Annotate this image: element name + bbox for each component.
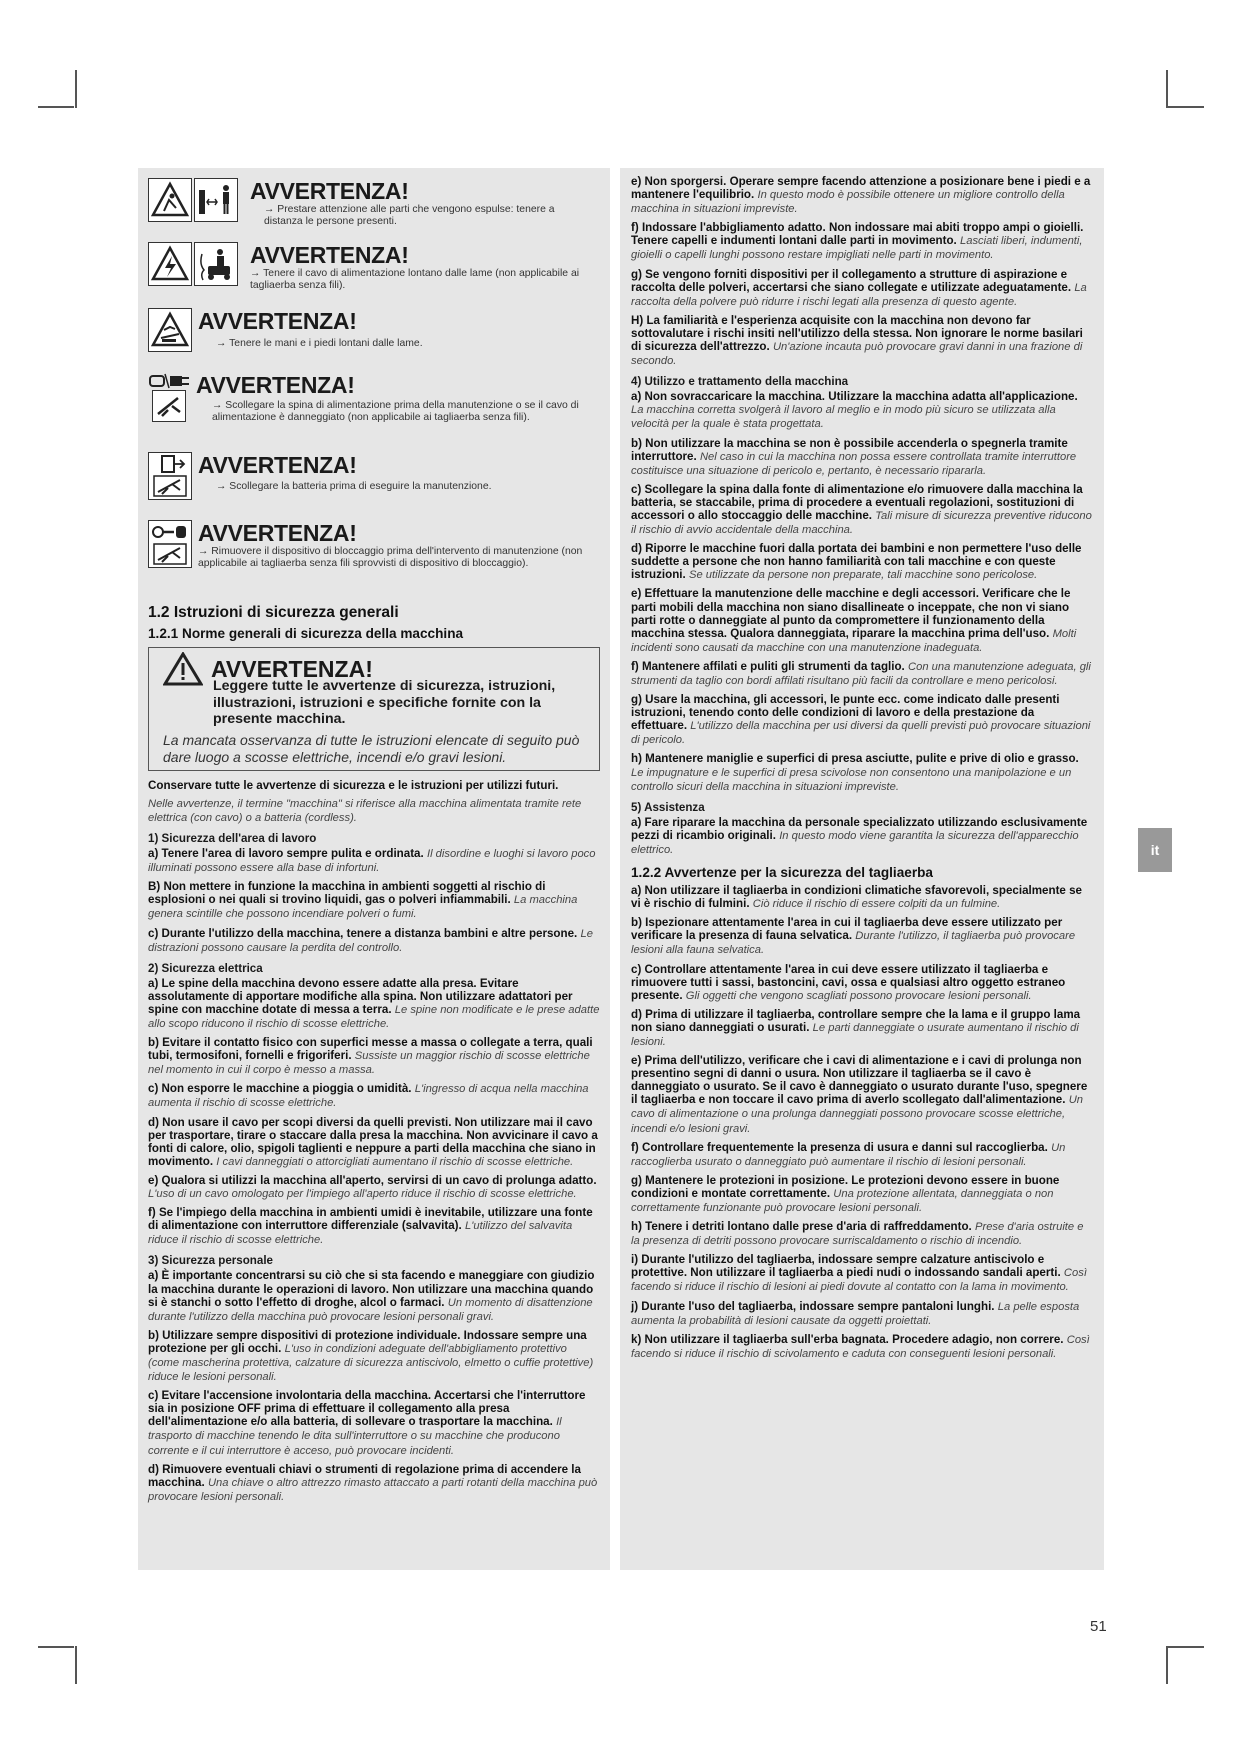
instruction-explanation: Un raccoglierba usurato o danneggiato può aumentare il rischio di lesioni personali.	[631, 1141, 1066, 1168]
instruction-bold: j) Durante l'uso del tagliaerba, indossare sempre pantaloni lunghi.	[631, 1299, 995, 1313]
instruction-bold: d) Riporre le macchine fuori dalla portata dei bambini e non permettere l'uso delle suddette a persone che non hanno familiarità con tali macchine e con queste istruzioni.	[631, 542, 1082, 582]
warning-text: → Scollegare la batteria prima di eseguire la manutenzione.	[216, 481, 492, 492]
crop-mark	[75, 70, 77, 108]
left-text-flow	[148, 779, 600, 1504]
instruction-explanation: Prese d'aria ostruite e la presenza di detriti possono provocare surriscaldamento o rischio di incendio.	[631, 1221, 1084, 1248]
instruction-explanation: In questo modo viene garantita la sicurezza dell'apparecchio elettrico.	[631, 829, 1079, 856]
cable-away-from-blades-icon	[194, 242, 238, 286]
warning-title: AVVERTENZA!	[198, 520, 357, 546]
instruction-paragraph	[631, 268, 1093, 309]
right-text-flow	[631, 175, 1093, 1361]
instruction-bold: a) Tenere l'area di lavoro sempre pulita e ordinata.	[148, 847, 424, 861]
instruction-explanation: Tali misure di sicurezza preventive riducono il rischio di avvio accidentale della macchina.	[631, 509, 1092, 537]
left-column	[138, 168, 610, 1570]
instruction-paragraph	[631, 884, 1093, 911]
instruction-paragraph	[631, 660, 1093, 688]
instruction-explanation: Lasciati liberi, indumenti, gioielli o capelli lunghi possono restare impigliati nelle parti in movimento.	[631, 235, 1083, 262]
instruction-paragraph	[631, 587, 1093, 654]
instruction-explanation: Nelle avvertenze, il termine "macchina" si riferisce alla macchina alimentata tramite rete elettrica (con cavo) o a batteria (cordless).	[148, 797, 582, 824]
instruction-paragraph	[148, 1116, 600, 1169]
instruction-explanation: Così facendo si riduce il rischio di scivolamento e caduta con conseguenti lesioni personali.	[631, 1333, 1090, 1360]
instruction-explanation: Il disordine e luoghi si lavoro poco illuminati possono essere alla base di infortuni.	[148, 848, 596, 875]
instruction-paragraph	[631, 1300, 1093, 1328]
warning-text: → Rimuovere il dispositivo di bloccaggio prima dell'intervento di manutenzione (non applicabile ai tagliaerba senza fili sprovvisti di dispositivo di bloccaggio).	[198, 546, 583, 569]
instruction-paragraph	[148, 927, 600, 955]
warning-text: → Scollegare la spina di alimentazione prima della manutenzione o se il cavo di alimentazione è danneggiato (non applicabile ai tagliaerba senza fili).	[212, 400, 579, 423]
instruction-paragraph	[631, 314, 1093, 368]
instruction-bold: c) Non esporre le macchine a pioggia o umidità.	[148, 1082, 412, 1096]
warning-title: AVVERTENZA!	[211, 656, 373, 682]
instruction-explanation: Nel caso in cui la macchina non possa essere controllata tramite interruttore costituisce una situazione di pericolo e, pertanto, è necessario ripararla.	[631, 450, 1077, 477]
warning-title: AVVERTENZA!	[198, 452, 357, 478]
subsection-title: 3) Sicurezza personale	[148, 1254, 274, 1268]
instruction-paragraph	[148, 977, 600, 1031]
instruction-bold: g) Usare la macchina, gli accessori, le punte ecc. come indicato dalle presenti istruzioni, tenendo conto delle condizioni di lavoro e della prestazione da effettuare.	[631, 693, 1060, 733]
instruction-bold: H) La familiarità e l'esperienza acquisite con la macchina non devono far sottovalutare i rischi insiti nell'utilizzo della stessa. Non ignorare le norme basilari di sicurezza dell'attrezzo.	[631, 313, 1083, 354]
instruction-explanation: Le spine non modificate e le prese adatte allo scopo riducono il rischio di scosse elettriche.	[148, 1003, 600, 1030]
instruction-bold: g) Se vengono forniti dispositivi per il collegamento a strutture di aspirazione e raccolta delle polveri, accertarsi che siano collegate e utilizzate adeguatamente.	[631, 267, 1072, 294]
instruction-explanation: Gli oggetti che vengono scagliati possono provocare lesioni personali.	[685, 989, 1032, 1002]
crop-mark	[38, 106, 74, 108]
warning-italic-text: La mancata osservanza di tutte le istruzioni elencate di seguito può dare luogo a scosse elettriche, incendi e/o gravi lesioni.	[163, 731, 580, 765]
instruction-bold: h) Mantenere maniglie e superfici di presa asciutte, pulite e prive di olio e grasso.	[631, 752, 1079, 766]
warning-text: → Tenere il cavo di alimentazione lontano dalle lame (non applicabile ai tagliaerba senza fili).	[250, 268, 580, 291]
blade-hand-foot-warning-icon	[148, 308, 192, 352]
instruction-bold: c) Scollegare la spina dalla fonte di alimentazione e/o rimuovere dalla macchina la batteria, se staccabile, prima di procedere a eventuali regolazioni, sostituzioni di accessori o allo stoccaggio delle macchine.	[631, 482, 1083, 522]
crop-mark	[1166, 70, 1168, 108]
instruction-paragraph	[148, 797, 600, 825]
instruction-paragraph	[148, 1463, 600, 1504]
instruction-explanation: Le parti danneggiate o usurate aumentano il rischio di lesioni.	[631, 1021, 1079, 1048]
warning-text: → Tenere le mani e i piedi lontani dalle lame.	[216, 338, 423, 349]
instruction-bold: b) Ispezionare attentamente l'area in cui il tagliaerba deve essere utilizzato per verificare la presenza di fauna selvatica.	[631, 916, 1063, 943]
instruction-explanation: L'utilizzo del salvavita riduce il rischio di scosse elettriche.	[148, 1220, 573, 1247]
warning-triangle-icon	[163, 652, 203, 686]
instruction-bold: a) È importante concentrarsi su ciò che si sta facendo e maneggiare con giudizio la macchina durante le operazioni di lavoro. Non utilizzare una macchina quando si è stanchi o sotto l'effetto di droghe, alcol o farmaci.	[148, 1269, 595, 1309]
instruction-paragraph	[631, 483, 1093, 537]
instruction-bold: f) Indossare l'abbigliamento adatto. Non indossare mai abiti troppo ampi o gioielli. Tenere capelli e indumenti lontani dalle parti in movimento.	[631, 221, 1084, 248]
warning-title: AVVERTENZA!	[196, 372, 355, 398]
page-number: 51	[1090, 1618, 1107, 1635]
instruction-bold: h) Tenere i detriti lontano dalle prese d'aria di raffreddamento.	[631, 1220, 972, 1234]
instruction-explanation: Un momento di disattenzione durante l'utilizzo della macchina può provocare lesioni personali gravi.	[148, 1296, 593, 1323]
instruction-explanation: Un cavo di alimentazione o una prolunga danneggiati possono provocare scosse elettriche, incendi e/o lesioni gravi.	[631, 1094, 1083, 1135]
instruction-paragraph	[631, 1220, 1093, 1248]
instruction-paragraph	[631, 175, 1093, 216]
instruction-explanation: L'uso in condizioni adeguate dell'abbigliamento protettivo (come mascherina protettiva, calzature di sicurezza antiscivolo, elmetto o cuffie protettive) riduce le lesioni personali.	[148, 1342, 594, 1384]
instruction-paragraph	[631, 1333, 1093, 1361]
instruction-paragraph	[631, 437, 1093, 478]
instruction-explanation: L'uso di un cavo omologato per l'impiego all'aperto riduce il rischio di scosse elettriche.	[148, 1188, 577, 1201]
subsection-title: 1) Sicurezza dell'area di lavoro	[148, 832, 317, 846]
section-heading: 1.2 Istruzioni di sicurezza generali	[148, 604, 399, 621]
warning-bold-text: Leggere tutte le avvertenze di sicurezza, istruzioni, illustrazioni, istruzioni e specifiche fornite con la presente macchina.	[213, 678, 556, 728]
warning-title: AVVERTENZA!	[198, 308, 357, 334]
crop-mark	[1166, 1646, 1168, 1684]
instruction-bold: a) Non utilizzare il tagliaerba in condizioni climatiche sfavorevoli, specialmente se vi è rischio di fulmini.	[631, 884, 1083, 911]
warning-cable-blades	[148, 242, 600, 302]
instruction-bold: c) Durante l'utilizzo della macchina, tenere a distanza bambini e altre persone.	[148, 926, 578, 940]
instruction-bold: d) Non usare il cavo per scopi diversi da quelli previsti. Non utilizzare mai il cavo per trasportare, tirare o staccare dalla presa la macchina. Non avvicinare il cavo a fonti di calore, olio, spigoli taglienti e neppure a parti della macchina che siano in movimento.	[148, 1115, 598, 1168]
instruction-explanation: Sussiste un maggior rischio di scosse elettriche nel momento in cui il corpo è messo a massa.	[148, 1050, 590, 1077]
instruction-bold: d) Rimuovere eventuali chiavi o strumenti di regolazione prima di accendere la macchina.	[148, 1462, 581, 1489]
instruction-paragraph	[631, 1054, 1093, 1136]
crop-mark	[38, 1646, 74, 1648]
instruction-bold: f) Mantenere affilati e puliti gli strumenti da taglio.	[631, 659, 905, 673]
instruction-bold: c) Evitare l'accensione involontaria della macchina. Accertarsi che l'interruttore sia in posizione OFF prima di effettuare il collegamento alla presa dell'alimentazione e/o alla batteria, di sollevare o trasportare la macchina.	[148, 1389, 586, 1429]
instruction-paragraph	[148, 1174, 600, 1201]
instruction-paragraph	[148, 1389, 600, 1457]
instruction-bold: B) Non mettere in funzione la macchina in ambienti soggetti al rischio di esplosioni o nei quali si trovino liquidi, gas o polveri infiammabili.	[148, 880, 546, 907]
instruction-bold: e) Effettuare la manutenzione delle macchine e degli accessori. Verificare che le parti mobili della macchina non siano disallineate o inceppate, che non vi siano parti rotte o danneggiate al punto da compromettere il funzionamento della macchina stessa. Qualora danneggiata, riparare la macchina prima dell'uso.	[631, 587, 1071, 640]
instruction-paragraph	[148, 1206, 600, 1247]
warning-title: AVVERTENZA!	[250, 178, 409, 204]
instruction-explanation: L'ingresso di acqua nella macchina aumenta il rischio di scosse elettriche.	[148, 1083, 589, 1110]
instruction-paragraph	[631, 390, 1093, 431]
instruction-bold: b) Utilizzare sempre dispositivi di protezione individuale. Indossare sempre una protezione per gli occhi.	[148, 1328, 587, 1355]
instruction-bold: Conservare tutte le avvertenze di sicurezza e le istruzioni per utilizzi futuri.	[148, 778, 559, 792]
subsection-heading: 1.2.2 Avvertenze per la sicurezza del tagliaerba	[631, 865, 933, 881]
instruction-paragraph	[148, 1329, 600, 1384]
instruction-paragraph	[631, 1141, 1093, 1169]
instruction-explanation: Con una manutenzione adeguata, gli strumenti da taglio con bordi affilati risultano più facili da controllare e meno pericolosi.	[631, 660, 1091, 687]
instruction-explanation: L'utilizzo della macchina per usi diversi da quelli previsti può provocare situazioni di pericolo.	[631, 720, 1091, 747]
instruction-bold: i) Durante l'utilizzo del tagliaerba, indossare sempre calzature antiscivolo e protettive. Non utilizzare il tagliaerba a piedi nudi o indossando sandali aperti.	[631, 1253, 1061, 1280]
subsection-title: 5) Assistenza	[631, 800, 705, 814]
instruction-explanation: Ciò riduce il rischio di essere colpiti da un fulmine.	[752, 898, 1001, 911]
instruction-explanation: La macchina corretta svolgerà il lavoro al meglio e in modo più sicuro se utilizzata alla velocità per la quale è stata progettata.	[631, 404, 1056, 431]
instruction-bold: a) Le spine della macchina devono essere adatte alla presa. Evitare assolutamente di apportare modifiche alla spina. Non utilizzare adattatori per spine con macchine dotate di messa a terra.	[148, 976, 573, 1016]
instruction-explanation: Un'azione incauta può provocare gravi danni in una frazione di secondo.	[631, 341, 1083, 368]
instruction-explanation: In questo modo è possibile ottenere un migliore controllo della macchina in situazioni impreviste.	[631, 189, 1065, 216]
instruction-paragraph	[631, 1253, 1093, 1294]
remove-key-icon	[148, 520, 192, 568]
instruction-explanation: La pelle esposta aumenta la probabilità di lesioni causate da oggetti proiettati.	[631, 1300, 1080, 1327]
instruction-bold: a) Non sovraccaricare la macchina. Utilizzare la macchina adatta all'applicazione.	[631, 390, 1078, 404]
instruction-paragraph	[631, 542, 1093, 582]
plug-icon	[148, 372, 192, 390]
thrown-objects-warning-icon	[148, 178, 192, 222]
instruction-explanation: La macchina genera scintille che possono incendiare polveri o fumi.	[148, 894, 578, 921]
remove-battery-icon	[148, 452, 192, 500]
instruction-bold: g) Mantenere le protezioni in posizione. Le protezioni devono essere in buone condizioni e montate correttamente.	[631, 1173, 1060, 1200]
instruction-paragraph	[631, 916, 1093, 957]
subsection-title: 2) Sicurezza elettrica	[148, 961, 263, 975]
instruction-paragraph	[148, 1082, 600, 1110]
instruction-bold: c) Controllare attentamente l'area in cui deve essere utilizzato il tagliaerba e rimuovere tutti i sassi, bastoncini, cavi, ossa e qualsiasi altro oggetto estraneo presente.	[631, 962, 1066, 1002]
instruction-paragraph	[148, 1036, 600, 1077]
instruction-bold: f) Controllare frequentemente la presenza di usura e danni sul raccoglierba.	[631, 1140, 1048, 1154]
instruction-paragraph	[148, 880, 600, 921]
instruction-paragraph	[631, 752, 1093, 793]
instruction-paragraph	[631, 816, 1093, 857]
instruction-paragraph	[631, 1174, 1093, 1215]
instruction-paragraph	[631, 1008, 1093, 1049]
warning-thrown-objects	[148, 178, 600, 234]
instruction-bold: d) Prima di utilizzare il tagliaerba, controllare sempre che la lama e il gruppo lama non siano danneggiati o usurati.	[631, 1007, 1081, 1034]
general-warning-box	[148, 647, 600, 771]
warning-hands-feet	[148, 308, 600, 362]
instruction-paragraph	[148, 779, 600, 792]
keep-distance-bystanders-icon	[194, 178, 238, 222]
crop-mark	[1168, 106, 1204, 108]
warning-battery	[148, 452, 600, 510]
instruction-explanation: Una chiave o altro attrezzo rimasto attaccato a parti rotanti della macchina può provocare lesioni personali.	[148, 1476, 598, 1503]
subsection-title: 4) Utilizzo e trattamento della macchina	[631, 375, 849, 389]
instruction-bold: b) Non utilizzare la macchina se non è possibile accenderla o spegnerla tramite interruttore.	[631, 436, 1068, 463]
instruction-explanation: Molti incidenti sono causati da macchine con una manutenzione inadeguata.	[631, 627, 1077, 654]
instruction-bold: e) Prima dell'utilizzo, verificare che i cavi di alimentazione e i cavi di prolunga non presentino segni di danni o usura. Non utilizzare il tagliaerba se il cavo è danneggiato o usurato. Se il cavo è danneggiato o usurato durante l'uso, spegnere il tagliaerba e non toccare il cavo prima di averlo scollegato dall'alimentazione.	[631, 1054, 1088, 1107]
electric-shock-warning-icon	[148, 242, 192, 286]
instruction-explanation: Le distrazioni possono causare la perdita del controllo.	[148, 927, 593, 954]
instruction-paragraph	[631, 963, 1093, 1003]
warning-title: AVVERTENZA!	[250, 242, 409, 268]
instruction-explanation: Così facendo si riduce il rischio di lesioni ai piedi dovute al contatto con la lama in movimento.	[631, 1267, 1087, 1294]
instruction-explanation: La raccolta della polvere può ridurre i rischi legati alla presenza di questo agente.	[631, 281, 1087, 308]
instruction-paragraph	[631, 693, 1093, 747]
right-column	[620, 168, 1104, 1570]
instruction-bold: a) Fare riparare la macchina da personale specializzato utilizzando esclusivamente pezzi di ricambio originali.	[631, 815, 1088, 842]
instruction-bold: k) Non utilizzare il tagliaerba sull'erba bagnata. Procedere adagio, non correre.	[631, 1332, 1064, 1346]
language-tab: it	[1138, 828, 1172, 872]
instruction-bold: e) Qualora si utilizzi la macchina all'aperto, servirsi di un cavo di prolunga adatto.	[148, 1173, 597, 1187]
warning-unplug	[148, 372, 600, 442]
instruction-explanation: Durante l'utilizzo, il tagliaerba può provocare lesioni alla fauna selvatica.	[631, 930, 1076, 957]
crop-mark	[1168, 1646, 1204, 1648]
instruction-explanation: I cavi danneggiati o attorcigliati aumentano il rischio di scosse elettriche.	[216, 1155, 574, 1168]
instruction-explanation: Se utilizzate da persone non preparate, tali macchine sono pericolose.	[688, 569, 1038, 582]
warning-text: → Prestare attenzione alle parti che vengono espulse: tenere a distanza le persone presenti.	[264, 204, 555, 227]
warning-key	[148, 520, 600, 596]
instruction-paragraph	[631, 221, 1093, 262]
crop-mark	[75, 1646, 77, 1684]
instruction-paragraph	[148, 847, 600, 875]
instruction-bold: e) Non sporgersi. Operare sempre facendo attenzione a posizionare bene i piedi e a mantenere l'equilibrio.	[631, 175, 1091, 202]
instruction-paragraph	[148, 1269, 600, 1323]
instruction-explanation: Una protezione allentata, danneggiata o non correttamente funzionante può provocare lesioni personali.	[631, 1187, 1054, 1214]
instruction-bold: f) Se l'impiego della macchina in ambienti umidi è inevitabile, utilizzare una fonte di alimentazione con interruttore differenziale (salvavita).	[148, 1206, 593, 1233]
instruction-explanation: Il trasporto di macchine tenendo le dita sull'interruttore o su macchine che producono corrente e il cui interruttore è acceso, può provocare incidenti.	[148, 1416, 562, 1457]
instruction-bold: b) Evitare il contatto fisico con superfici messe a massa o collegate a terra, quali tubi, termosifoni, fornelli e frigoriferi.	[148, 1036, 593, 1063]
subsection-heading: 1.2.1 Norme generali di sicurezza della macchina	[148, 626, 464, 641]
instruction-explanation: Le impugnature e le superfici di presa scivolose non consentono una manipolazione e un controllo sicuri della macchina in situazioni impreviste.	[631, 766, 1072, 793]
